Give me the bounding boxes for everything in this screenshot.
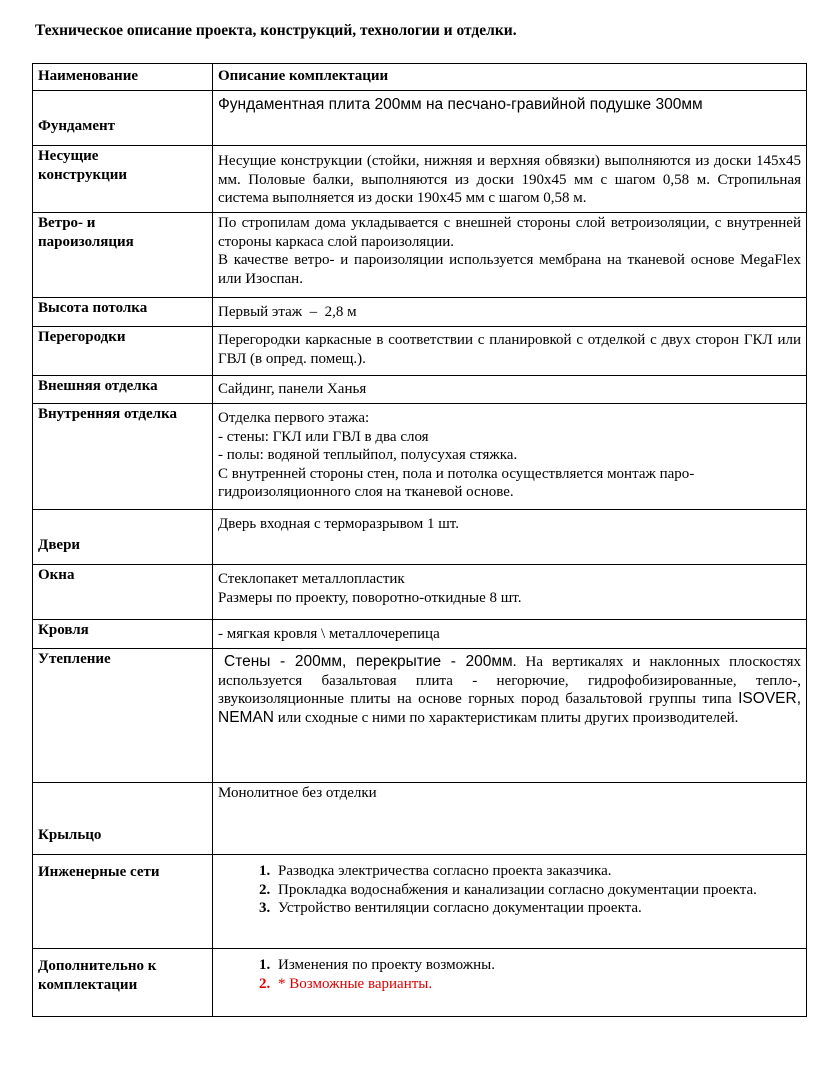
row-name: Утепление (33, 649, 213, 783)
row-description (213, 404, 807, 510)
desc-line: Стеклопакет металлопластик (218, 571, 405, 587)
desc-brands: ISOVER, NEMAN (218, 690, 802, 726)
desc-text: . На вертикалях и наклонных плоскостях используется базальтовая плита - негорючие, гидрофобизированные, тепло-, звукоизоляционные плиты на основе горных пород базальтовой группы типа (218, 654, 801, 707)
row-name: Крыльцо (33, 783, 213, 855)
desc-line: - стены: ГКЛ или ГВЛ в два слоя (218, 428, 429, 445)
row-windows (33, 565, 807, 620)
row-description: Несущие конструкции (стойки, нижняя и верхняя обвязки) выполняются из доски 145х45 мм. Половые балки, выполняются из доски 190х45 мм с шагом 0,58 м. Стропильная система выполняется из доски 190х45 мм с шагом 0,58 м. (213, 146, 807, 213)
table-header-row (33, 64, 807, 91)
header-name: Наименование (33, 64, 213, 91)
row-name: Внутренняя отделка (33, 404, 213, 510)
list-item: 1. Изменения по проекту возможны. (274, 956, 801, 975)
row-partitions (33, 327, 807, 376)
row-description: Фундаментная плита 200мм на песчано-гравийной подушке 300мм (213, 91, 807, 146)
row-description (213, 949, 807, 1017)
row-foundation (33, 91, 807, 146)
row-description (213, 649, 807, 783)
row-engineering (33, 855, 807, 949)
row-interior (33, 404, 807, 510)
row-description: Монолитное без отделки (213, 783, 807, 855)
row-description (213, 213, 807, 298)
header-description: Описание комплектации (213, 64, 807, 91)
row-name: Ветро- и пароизоляция (33, 213, 213, 298)
row-doors (33, 510, 807, 565)
row-description: Перегородки каркасные в соответствии с планировкой с отделкой с двух сторон ГКЛ или ГВЛ (в опред. помещ.). (213, 327, 807, 376)
row-description: - мягкая кровля \ металлочерепица (213, 620, 807, 649)
row-exterior (33, 376, 807, 404)
desc-line: Отделка первого этажа: (218, 410, 370, 426)
row-name: Перегородки (33, 327, 213, 376)
desc-line: Размеры по проекту, поворотно-откидные 8 шт. (218, 589, 522, 606)
desc-line: В качестве ветро- и пароизоляции используется мембрана на тканевой основе MegaFlex или Изоспан. (218, 252, 801, 287)
row-description (213, 855, 807, 949)
list-item: 1. Разводка электричества согласно проекта заказчика. (274, 862, 801, 881)
desc-line: - полы: водяной теплыйпол, полусухая стяжка. (218, 447, 518, 463)
row-name: Высота потолка (33, 298, 213, 327)
row-thermal-insulation (33, 649, 807, 783)
row-name: Инженерные сети (33, 855, 213, 949)
row-structures (33, 146, 807, 213)
row-name: Фундамент (33, 91, 213, 146)
row-description (213, 565, 807, 620)
row-description: Дверь входная с терморазрывом 1 шт. (213, 510, 807, 565)
row-name: Двери (33, 510, 213, 565)
list-item: 2. Прокладка водоснабжения и канализации согласно документации проекта. (274, 881, 801, 900)
row-roof (33, 620, 807, 649)
engineering-list (218, 862, 801, 918)
desc-line: По стропилам дома укладывается с внешней стороны слой ветроизоляции, с внутренней стороны каркаса слой пароизоляции. (218, 215, 801, 250)
row-porch (33, 783, 807, 855)
desc-text: или сходные с ними по характеристикам плиты других производителей. (277, 709, 739, 726)
row-name: Дополнительно к комплектации (33, 949, 213, 1017)
spec-table (32, 63, 807, 1017)
desc-highlight: Стены - 200мм, перекрытие - 200мм (224, 653, 513, 670)
list-item-variants: 2. * Возможные варианты. (274, 975, 801, 994)
row-description: Первый этаж – 2,8 м (213, 298, 807, 327)
additional-list (218, 956, 801, 993)
page-title: Техническое описание проекта, конструкций, технологии и отделки. (35, 22, 517, 39)
row-name: Несущие конструкции (33, 146, 213, 213)
row-additional (33, 949, 807, 1017)
row-name: Кровля (33, 620, 213, 649)
row-name: Внешняя отделка (33, 376, 213, 404)
desc-line: С внутренней стороны стен, пола и потолка осуществляется монтаж паро-гидроизоляционного слоя на тканевой основе. (218, 465, 695, 500)
row-wind-vapor-barrier (33, 213, 807, 298)
row-ceiling-height (33, 298, 807, 327)
list-item: 3. Устройство вентиляции согласно документации проекта. (274, 899, 801, 918)
row-name: Окна (33, 565, 213, 620)
row-description: Сайдинг, панели Ханья (213, 376, 807, 404)
